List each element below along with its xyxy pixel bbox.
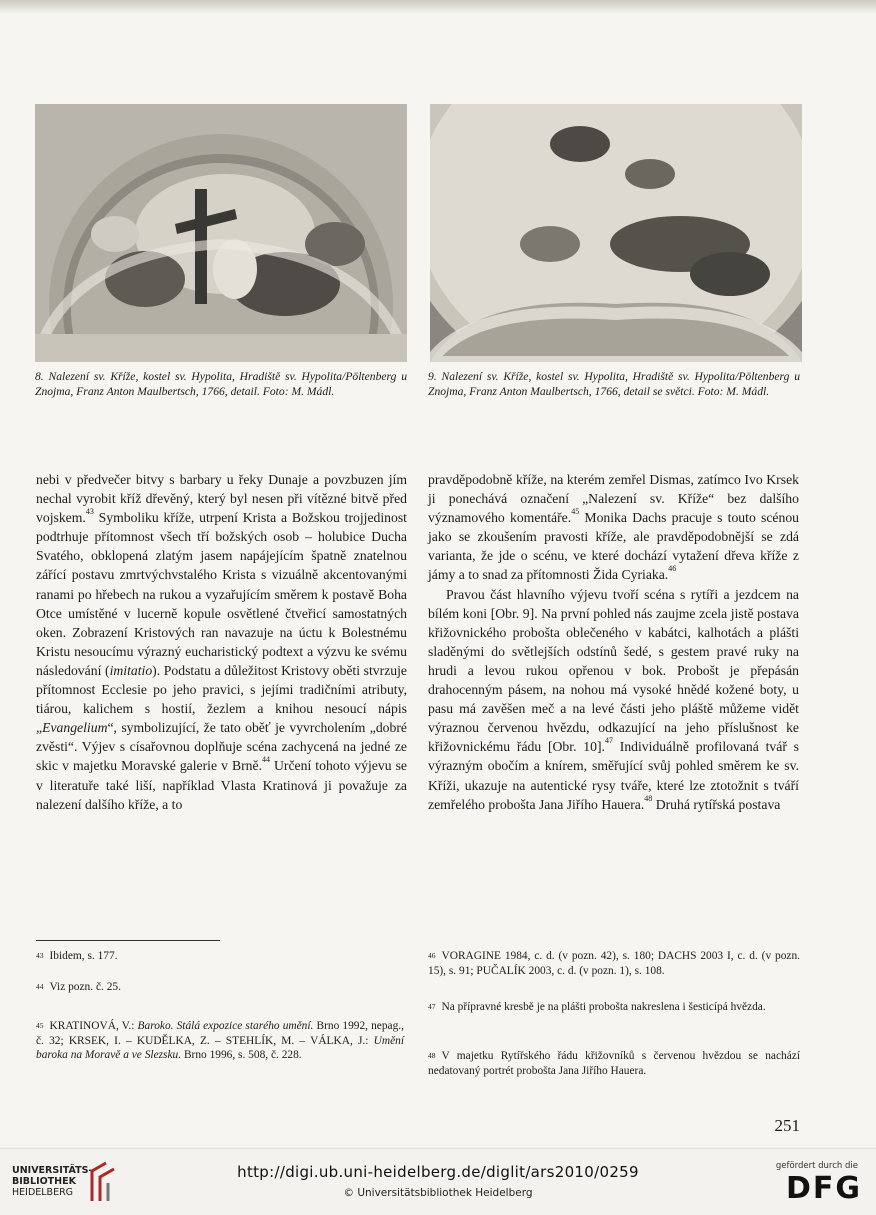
digitization-footer — [0, 1148, 876, 1215]
footnote-45: $^{45}$ KRATINOVÁ, V.: Baroko. Stálá expozice starého umění. Brno 1992, nepag., č. 32; KRSEK, I. – KUDĚLKA, Z. – STEHLÍK, M. – VÁLKA, J.: Umění baroka na Moravě a ve Slezsku. Brno 1996, s. 508, č. 228. — [36, 1020, 404, 1061]
figure-9-photo — [430, 104, 802, 362]
funding-note: gefördert durch die — [775, 1161, 858, 1171]
footnote-ref: 46 — [668, 564, 677, 574]
footnote-43: $^{43}$ Ibidem, s. 177. — [36, 950, 118, 962]
paragraph: Pravou část hlavního výjevu tvoří scéna s rytíři a jezdcem na bílém koni [Obr. 9]. Na první pohled nás zaujme zcela jistě postava křižovnického proboštа oblečeného v kabátci, kalhotách a plášti sladěnými do světlejších odstínů šedé, s gestem pravé ruky na hrudi a levou rukou opřenou v bok. Probošt je přepásán drahocenným pásem, na nohou má vysoké hnědé kožené boty, u pasu má zavěšen meč a na levé části jeho pláště můžeme vidět výraznou červenou hvězdu, odkazující na jeho příslušnost ke křižovnickému řádu [Obr. 10].$^{47}$ Individuálně profilovaná tvář s výrazným obočím a knírem, směřující svůj pohled směrem ke sv. Kříži, ukazuje na autentické rysy tváře, které lze ztotožnit s tváří zemřelého probošta Jana Jiřího Hauera.$^{48}$ Druhá rytířská postava — [428, 586, 799, 812]
footnote-ref: 45 — [571, 507, 580, 517]
top-shadow — [0, 0, 876, 14]
text-column-left — [36, 470, 407, 814]
footnote-ref: 44 — [262, 755, 270, 765]
page-number: 251 — [774, 1116, 800, 1135]
copyright-notice: © Universitätsbibliothek Heidelberg — [343, 1187, 533, 1199]
footnote-ref: 43 — [85, 507, 94, 517]
dfg-logo[interactable]: DFG — [785, 1171, 862, 1206]
paragraph: pravděpodobně kříže, na kterém zemřel Dismas, zatímco Ivo Krsek ji ponechává označení „Nalezení sv. Kříže“ bez dalšího významového komentáře.$^{45}$ Monika Dachs pracuje s touto scénou jako se zkoušením pravosti kříže, ale pravděpodobnější se zdá varianta, že jde o scénu, ve které dochází vytažení dřeva kříže z jámy a to snad za přítomnosti Žida Cyriaka.$^{46}$ — [428, 472, 800, 583]
figure-8-photo — [35, 104, 407, 362]
fresco-saints-detail-image — [430, 104, 802, 362]
footnote-ref: 47 — [604, 736, 613, 746]
footnote-46: $^{46}$ VORAGINE 1984, c. d. (v pozn. 42), s. 180; DACHS 2003 I, c. d. (v pozn. 15), s. 91; PUČALÍK 2003, c. d. (v pozn. 1), s. 108. — [428, 950, 800, 977]
fresco-finding-cross-image — [35, 104, 407, 362]
library-logo-text[interactable]: UNIVERSITÄTS- BIBLIOTHEK HEIDELBERG — [12, 1165, 93, 1198]
footnote-48: $^{48}$ V majetku Rytířského řádu křižovníků s červenou hvězdou se nachází nedatovaný portrét probošta Jana Jiřího Hauera. — [428, 1050, 800, 1077]
text-column-right — [428, 470, 799, 814]
footnote-separator — [36, 940, 220, 941]
paragraph: nebi v předvečer bitvy s barbary u řeky Dunaje a povzbuzen jím nechal vyrobit kříž dřevěný, který byl nesen při vítězné bitvě před vojskem.$^{43}$ Symboliku kříže, utrpení Krista a Božskou trojjedinost podtrhuje přítomnost všech tří božských osob – holubice Ducha Svatého, obklopená zlatým jasem napájejícím špatně znatelnou zářící postavu zmrtvýchvstalého Krista s vizuálně akcentovanými ranami po hřebech na rukou a vyzařujícím směrem k postavě Boha Otce umístěné v lucerně kopule osvětlené čtveřicí samostatných oken. Zobrazení Kristových ran navazuje na úctu k Bolestnému Kristu nesoucímu výrazný eucharistický podtext a výzvu ke svému následování (imitatio). Podstatu a důležitost Kristovy oběti stvrzuje přítomnost Ecclesie po jeho pravici, s jejími tradičními atributy, tiárou, kalichem s hostií, žezlem a knihou nesoucí nápis „Evangelium“, symbolizující, že tato oběť je vyvrcholením „dobré zvěsti“. Výjev s císařovnou doplňuje scéna zachycená na jedné ze skic v majetku Moravské galerie v Brně.$^{44}$ Určení tohoto výjevu se v literatuře také liší, například Vlasta Kratinová ji považuje za nalezení dalšího kříže, a to — [36, 472, 408, 812]
figure-9-caption: 9. Nalezení sv. Kříže, kostel sv. Hypolita, Hradiště sv. Hypolita/Pöltenberg u Znojma, Franz Anton Maulbertsch, 1766, detail se světci. Foto: M. Mádl. — [428, 370, 800, 398]
figure-8-caption: 8. Nalezení sv. Kříže, kostel sv. Hypolita, Hradiště sv. Hypolita/Pöltenberg u Znojma, Franz Anton Maulbertsch, 1766, detail. Foto: M. Mádl. — [35, 370, 407, 398]
footnote-44: $^{44}$ Viz pozn. č. 25. — [36, 981, 121, 993]
footnote-47: $^{47}$ Na přípravné kresbě je na plášti probošta nakreslena i šesticípá hvězda. — [428, 1001, 766, 1013]
permalink-url[interactable]: http://digi.ub.uni-heidelberg.de/diglit/ars2010/0259 — [237, 1163, 639, 1181]
footnote-ref: 48 — [644, 793, 653, 803]
